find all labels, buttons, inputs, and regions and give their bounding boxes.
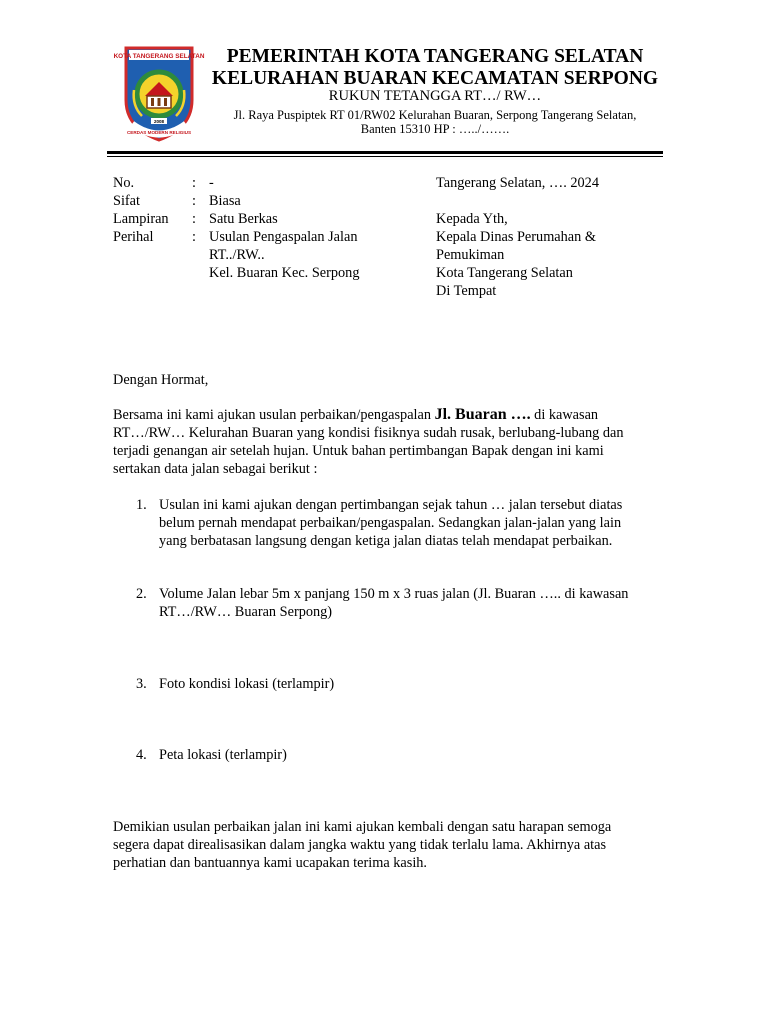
list-item-line: yang berbatasan langsung dengan ketiga jalan diatas telah mendapat perbaikan. (159, 533, 613, 549)
meta-perihal-label: Perihal (113, 229, 154, 245)
intro-line1 (113, 406, 598, 424)
letterhead-postal-phone: Banten 15310 HP : …../……. (360, 122, 510, 136)
logo-motto-text: CERDAS MODERN RELIGIUS (126, 130, 192, 135)
recipient-line2: Pemukiman (436, 247, 505, 263)
meta-perihal-line1: Usulan Pengaspalan Jalan (209, 229, 358, 245)
recipient-line4: Di Tempat (436, 283, 497, 299)
list-item-number: 1. (136, 497, 147, 513)
list-item-number: 4. (136, 747, 147, 763)
intro-line3: terjadi genangan air setelah hujan. Untuk bahan pertimbangan Bapak dengan ini kami (113, 443, 604, 459)
intro-text-start: Bersama ini kami ajukan usulan perbaikan/pengaspalan (113, 407, 435, 423)
closing-line3: perhatian dan bantuannya kami ucapakan terima kasih. (113, 855, 428, 871)
intro-line4: sertakan data jalan sebagai berikut : (113, 461, 318, 477)
list-item-number: 3. (136, 676, 147, 692)
closing-line1: Demikian usulan perbaikan jalan ini kami ajukan kembali dengan satu harapan semoga (113, 819, 612, 835)
list-item-line: Usulan ini kami ajukan dengan pertimbangan sejak tahun … jalan tersebut diatas (159, 497, 623, 513)
meta-sifat-label: Sifat (113, 193, 141, 209)
intro-text-end: di kawasan (530, 407, 599, 423)
intro-line2: RT…/RW… Kelurahan Buaran yang kondisi fisiknya sudah rusak, berlubang-lubang dan (113, 425, 624, 441)
recipient-line3: Kota Tangerang Selatan (436, 265, 573, 281)
meta-perihal-line2: RT../RW.. (209, 247, 265, 263)
list-item-line: Foto kondisi lokasi (terlampir) (159, 676, 335, 692)
meta-colon: : (192, 175, 196, 191)
letterhead-kelurahan-title: KELURAHAN BUARAN KECAMATAN SERPONG (211, 68, 659, 89)
letterhead-address: Jl. Raya Puspiptek RT 01/RW02 Kelurahan Buaran, Serpong Tangerang Selatan, (233, 108, 637, 122)
meta-colon: : (192, 229, 196, 245)
meta-lampiran-label: Lampiran (113, 211, 169, 227)
logo-title-text: KOTA TANGERANG SELATAN (113, 53, 205, 60)
letterhead-divider-thick (107, 151, 663, 154)
greeting: Dengan Hormat, (113, 372, 209, 388)
meta-no-value: - (209, 175, 214, 191)
list-item-line: belum pernah mendapat perbaikan/pengaspalan. Sedangkan jalan-jalan yang lain (159, 515, 622, 531)
recipient-line1: Kepala Dinas Perumahan & (436, 229, 596, 245)
meta-colon: : (192, 211, 196, 227)
meta-perihal-line3: Kel. Buaran Kec. Serpong (209, 265, 360, 281)
list-item-line: Volume Jalan lebar 5m x panjang 150 m x 3 ruas jalan (Jl. Buaran ….. di kawasan (159, 586, 629, 602)
recipient-salutation: Kepada Yth, (436, 211, 508, 227)
list-item-number: 2. (136, 586, 147, 602)
meta-lampiran-value: Satu Berkas (209, 211, 278, 227)
meta-sifat-value: Biasa (209, 193, 241, 209)
place-date: Tangerang Selatan, …. 2024 (436, 175, 599, 191)
logo-year-text: 2008 (153, 119, 165, 124)
intro-street-name: Jl. Buaran …. (434, 406, 531, 423)
letterhead-government-title: PEMERINTAH KOTA TANGERANG SELATAN (226, 46, 644, 67)
list-item-line: RT…/RW… Buaran Serpong) (159, 604, 333, 620)
letterhead-divider-thin (107, 156, 663, 157)
closing-line2: segera dapat direalisasikan dalam jangka waktu yang tidak terlalu lama. Akhirnya atas (113, 837, 607, 853)
letterhead-rt-rw: RUKUN TETANGGA RT…/ RW… (328, 88, 542, 104)
list-item-line: Peta lokasi (terlampir) (159, 747, 287, 763)
meta-colon: : (192, 193, 196, 209)
city-emblem-logo (113, 44, 205, 142)
meta-no-label: No. (113, 175, 135, 191)
